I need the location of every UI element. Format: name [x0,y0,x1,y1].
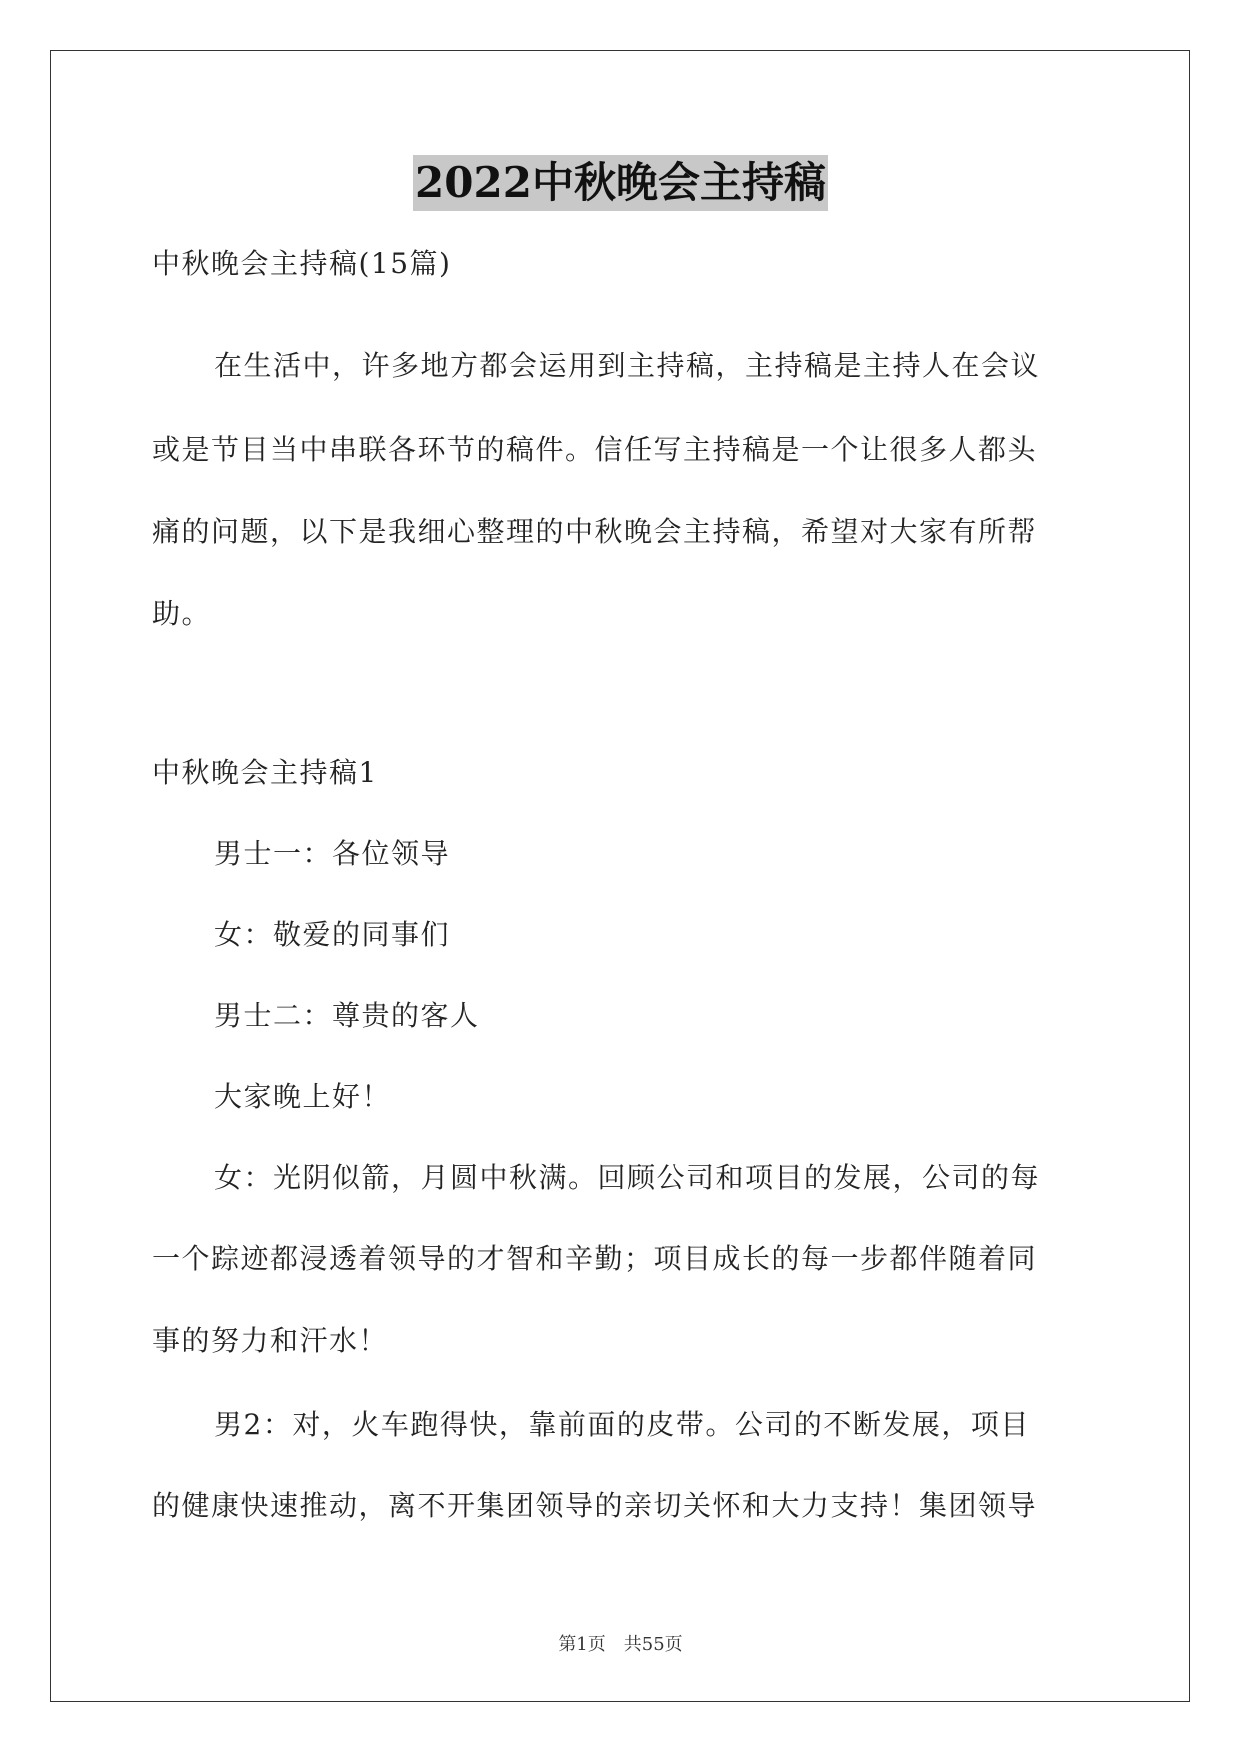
page-number: 第1页 共55页 [558,1634,683,1655]
body-line: 男2：对，火车跑得快，靠前面的皮带。公司的不断发展，项目 [214,1408,1030,1441]
body-line: 女：光阴似箭，月圆中秋满。回顾公司和项目的发展，公司的每 [214,1161,1041,1194]
body-line: 男士一：各位领导 [214,837,451,870]
subtitle: 中秋晚会主持稿(15篇) [152,247,452,280]
body-line: 的健康快速推动，离不开集团领导的亲切关怀和大力支持！集团领导 [152,1489,1038,1522]
document-title [0,155,1241,211]
body-line: 大家晚上好！ [214,1080,392,1113]
intro-line: 在生活中，许多地方都会运用到主持稿，主持稿是主持人在会议 [214,349,1041,382]
intro-line: 或是节目当中串联各环节的稿件。信任写主持稿是一个让很多人都头 [152,433,1038,466]
body-line: 女：敬爱的同事们 [214,918,451,951]
body-line: 事的努力和汗水！ [152,1324,389,1357]
body-line: 一个踪迹都浸透着领导的才智和辛勤；项目成长的每一步都伴随着同 [152,1242,1038,1275]
body-line: 男士二：尊贵的客人 [214,999,480,1032]
page-border [50,50,1190,1702]
section-heading: 中秋晚会主持稿1 [152,756,378,789]
intro-line: 痛的问题，以下是我细心整理的中秋晚会主持稿，希望对大家有所帮 [152,515,1038,548]
intro-line: 助。 [152,597,212,630]
title-highlight: 2022中秋晚会主持稿 [413,155,828,211]
